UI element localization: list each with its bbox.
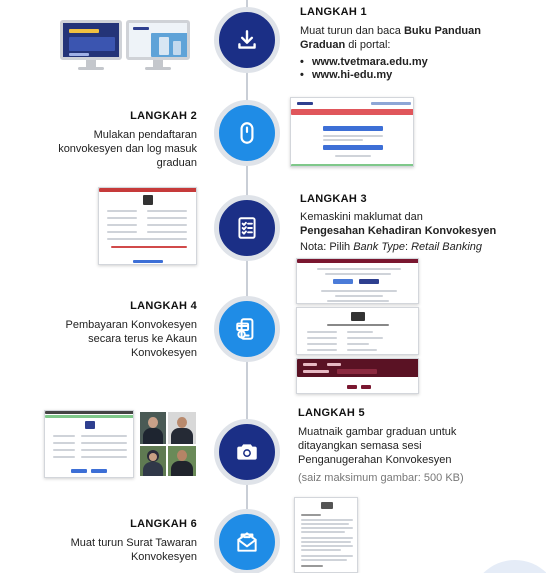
- photo-upload-form-screenshot: [44, 410, 134, 478]
- download-icon: [234, 27, 260, 53]
- desktop-monitor-mockup-2: [126, 20, 190, 70]
- step-3-note: Nota: Pilih Bank Type: Retail Banking: [300, 241, 483, 253]
- mouse-icon: [234, 120, 260, 146]
- portal-url-hi-edu[interactable]: • www.hi-edu.my: [300, 69, 500, 82]
- decorative-circle: [470, 560, 546, 573]
- step-3-circle: [214, 195, 280, 261]
- step-5-size-note: (saiz maksimum gambar: 500 KB): [298, 472, 464, 484]
- step-1-desc-suffix: di portal:: [345, 39, 391, 51]
- step-2-description: Mulakan pendaftaran konvokesyen dan log masuk graduan: [58, 129, 197, 169]
- step-3-desc-bold: Pengesahan Kehadiran Konvokesyen: [300, 225, 497, 237]
- payment-gateway-screenshot: [296, 358, 419, 394]
- step-6-circle: [214, 509, 280, 573]
- step-4-label: LANGKAH 4: [130, 300, 197, 312]
- graduate-photo-4: [168, 446, 196, 476]
- step-3-description: [300, 210, 540, 254]
- payment-summary-screenshot: [296, 307, 419, 355]
- portal-url-tvetmara[interactable]: • www.tvetmara.edu.my: [300, 56, 500, 69]
- mail-icon: [234, 529, 260, 555]
- step-5-circle: [214, 419, 280, 485]
- step-1-label: LANGKAH 1: [300, 6, 367, 18]
- portal-url-list: [300, 56, 500, 82]
- graduate-photo-3: [140, 446, 166, 476]
- step-2-label: LANGKAH 2: [130, 110, 197, 122]
- step-1-desc-text: Muat turun dan baca: [300, 25, 404, 37]
- step-5-label: LANGKAH 5: [298, 407, 365, 419]
- registration-login-screenshot: [290, 97, 414, 167]
- step-5-description: Muatnaik gambar graduan untuk ditayangkan semasa sesi Penganugerahan Konvokesyen: [298, 426, 457, 466]
- step-4-circle: [214, 296, 280, 362]
- offer-letter-screenshot: [294, 497, 358, 573]
- graduate-photo-1: [140, 412, 166, 444]
- step-1-desc-bold: Buku Panduan Graduan: [300, 25, 481, 51]
- timeline-line: [246, 0, 248, 573]
- graduate-photo-2: [168, 412, 196, 444]
- profile-update-form-screenshot: [98, 187, 197, 265]
- step-6-label: LANGKAH 6: [130, 518, 197, 530]
- step-4-description: Pembayaran Konvokesyen secara terus ke Akaun Konvokesyen: [65, 319, 197, 359]
- attendance-confirmation-screenshot: [296, 258, 419, 304]
- mobile-payment-icon: [234, 316, 260, 342]
- step-2-circle: [214, 100, 280, 166]
- step-3-desc-text: Kemaskini maklumat dan: [300, 211, 423, 223]
- checklist-icon: [234, 215, 260, 241]
- step-6-description: Muat turun Surat Tawaran Konvokesyen: [70, 537, 197, 563]
- step-3-label: LANGKAH 3: [300, 193, 367, 205]
- camera-icon: [234, 439, 260, 465]
- step-1-description: [300, 24, 500, 82]
- step-1-circle: [214, 7, 280, 73]
- desktop-monitor-mockup-1: [60, 20, 122, 70]
